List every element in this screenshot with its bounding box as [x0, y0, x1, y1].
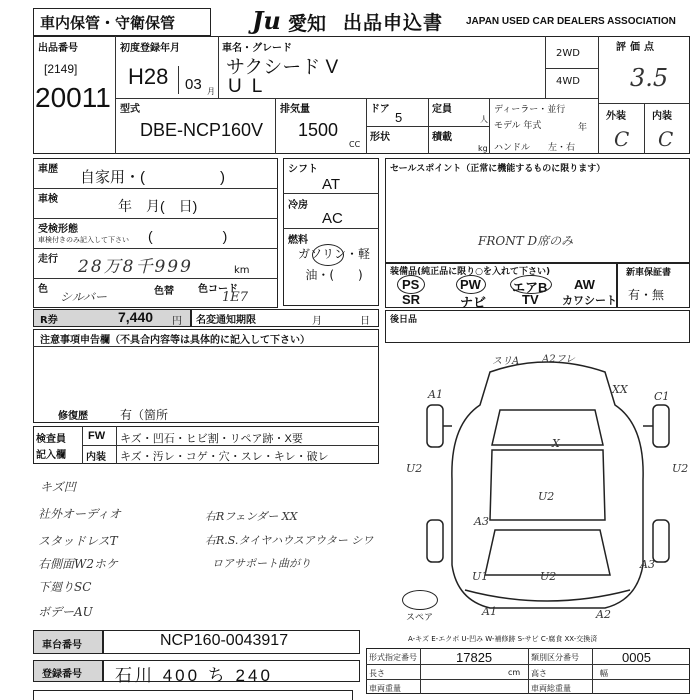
equip-sr: SR [402, 292, 421, 307]
circle-ps [397, 275, 425, 294]
mark-rear-right: A2 [596, 608, 611, 621]
inspector-entry-label: 記入欄 [36, 450, 66, 461]
shift-label: シフト [288, 164, 318, 175]
damage-legend: A-キズ E-エクボ U-凹み W-補修跡 S-サビ C-腐食 XX-交換済 [408, 635, 598, 643]
model-label: 型式 [120, 104, 140, 115]
color-code-label: 色コード [198, 284, 238, 295]
form-title: 出品申込書 [343, 12, 444, 34]
note-1: キズ凹 [40, 480, 76, 494]
lot-number-label: 出品番号 [38, 43, 78, 54]
repair-history-value: 有（箇所 [120, 408, 169, 422]
type-designation-number: 17825 [456, 650, 493, 665]
fuel-options: ガソリン・軽油・( ) [297, 247, 370, 282]
storage-tag-text: 車内保管・守衛保管 [40, 14, 176, 32]
fw-items: キズ・凹石・ヒビ割・リペア跡・X要 [120, 433, 303, 445]
note-2: 社外オーディオ [38, 507, 122, 521]
equip-ps: PS [402, 277, 420, 292]
note-5: 下廻りSC [38, 580, 92, 594]
ju-logo: Ju [252, 6, 281, 35]
warranty-label: 新車保証書 [626, 268, 672, 278]
mark-right-rear: A3 [640, 558, 655, 571]
note-3: スタッドレスT [38, 534, 118, 548]
spare-tire-icon [402, 590, 438, 610]
first-registration-label: 初度登録年月 [120, 43, 180, 54]
bottom-edge-row [33, 690, 353, 700]
received-form-label: 受検形態 [38, 224, 78, 235]
mark-front-bumper: スリA [492, 356, 520, 367]
received-value: ( ) [148, 228, 228, 244]
color: シルバー [60, 290, 107, 304]
plate-number: 石川 400 ち 240 [115, 666, 273, 685]
recycle-amount: 7,440 [118, 309, 154, 325]
exterior-label: 外装 [606, 111, 626, 122]
fuel-label: 燃料 [288, 235, 308, 246]
doors: 5 [395, 110, 403, 125]
mark-rear-roof: U2 [538, 490, 555, 503]
equip-tv: TV [522, 292, 539, 307]
sales-point-note: FRONT D席のみ [478, 234, 574, 248]
history-value: 自家用・( ) [80, 169, 225, 186]
month-label: 月 [312, 316, 322, 327]
interior-label: 内装 [652, 111, 672, 122]
car-name: サクシード V [226, 57, 339, 78]
mark-front-glass: A2フレ [542, 354, 576, 365]
class-number: 0005 [622, 650, 651, 665]
lot-number-small: [2149] [44, 62, 78, 76]
capacity-unit: 人 [480, 115, 488, 124]
color-label: 色 [38, 284, 48, 295]
doors-label: ドア [370, 104, 390, 115]
ac-label: 冷房 [288, 200, 308, 211]
ac-value: AC [322, 210, 343, 227]
inspection-label: 車検 [38, 194, 58, 205]
handle-options: 左・右 [548, 143, 576, 153]
circle-airbag [510, 275, 552, 294]
interior-grade: C [658, 127, 674, 151]
fuel-circle-mark [312, 244, 344, 266]
color-change-label: 色替 [154, 286, 174, 297]
shape-label: 形状 [370, 132, 390, 143]
yen-unit: 円 [172, 316, 182, 327]
mark-right-fender: C1 [654, 390, 670, 403]
mark-rear-bumper: U2 [540, 570, 557, 583]
history-label: 車歴 [38, 164, 58, 175]
registration-month: 03 [185, 76, 202, 93]
day-label: 日 [360, 316, 370, 327]
length-label: 長さ [369, 669, 385, 678]
mark-left-front: A1 [428, 388, 443, 401]
km-unit: km [234, 265, 250, 276]
registration-year: H28 [128, 64, 169, 89]
lot-number: 20011 [35, 82, 111, 113]
displacement: 1500 [298, 120, 339, 140]
displacement-label: 排気量 [280, 104, 310, 115]
org-name: 愛知 [288, 13, 327, 35]
plate-label: 登録番号 [42, 669, 82, 680]
spare-label: スペア [406, 613, 434, 623]
fw-label: FW [88, 430, 106, 442]
mark-rear-left: A1 [482, 605, 497, 618]
type-designation-label: 形式指定番号 [369, 653, 417, 662]
equipment-label: 装備品(純正品に限り○を入れて下さい) [390, 267, 551, 277]
cc-unit: CC [349, 140, 361, 149]
load-label: 積載 [432, 132, 452, 143]
load-unit: kg [478, 144, 488, 153]
mark-right-door: U2 [672, 462, 689, 475]
grade: UL [228, 76, 273, 97]
note-right-3: ロアサポート曲がり [212, 557, 311, 570]
score-label: 評価点 [616, 42, 658, 53]
car-name-label: 車名・グレード [222, 43, 292, 54]
equip-leather-seat: カワシート [562, 295, 617, 307]
evaluation-score: 3.5 [630, 64, 669, 92]
equip-airbag: エアB [512, 280, 548, 295]
mark-left-quarter: U1 [472, 570, 489, 583]
dealer-label: ディーラー・並行 [494, 105, 566, 115]
equip-pw: PW [460, 277, 481, 292]
later-items-box [385, 310, 690, 343]
interior-check-label: 内装 [86, 452, 106, 463]
notes-label: 注意事項申告欄（不具合内容等は具体的に記入して下さい） [40, 335, 310, 346]
month-unit: 月 [207, 87, 215, 96]
handle-label: ハンドル [494, 143, 531, 153]
class-number-label: 類別区分番号 [531, 653, 579, 662]
association-name: JAPAN USED CAR DEALERS ASSOCIATION [466, 16, 676, 27]
later-items-label: 後日品 [390, 315, 418, 325]
chassis-number: NCP160-0043917 [160, 632, 289, 649]
model-code: DBE-NCP160V [140, 120, 264, 140]
mark-right-front: XX [612, 383, 628, 396]
repair-history-label: 修復歴 [58, 411, 88, 422]
inspection-value: 年 月( 日) [118, 198, 198, 214]
year-unit: 年 [578, 123, 588, 133]
mark-left-rear: A3 [474, 515, 489, 528]
circle-pw [456, 275, 486, 294]
recycle-label: R券 [40, 315, 58, 326]
chassis-label: 車台番号 [42, 640, 82, 651]
color-code: 1E7 [222, 290, 249, 305]
mark-roof: X [552, 437, 560, 450]
height-label: 高さ [531, 669, 547, 678]
warranty-options: 有・無 [628, 288, 665, 302]
capacity-label: 定員 [432, 104, 452, 115]
drive-2wd: 2WD [556, 48, 580, 59]
length-unit: cm [508, 668, 521, 677]
mileage: 28万8千999 [78, 257, 193, 277]
width-label: 幅 [600, 669, 608, 678]
received-note: 車検付きのみ記入して下さい [38, 236, 129, 244]
total-weight-label: 車両総重量 [531, 684, 571, 693]
note-right-2: 右R.S.タイヤハウスアウター シワ [205, 534, 374, 547]
interior-check-items: キズ・汚レ・コゲ・穴・スレ・キレ・破レ [120, 451, 329, 463]
inspector-label: 検査員 [36, 434, 66, 445]
equip-navi: ナビ [460, 295, 487, 310]
equip-aw: AW [574, 277, 595, 292]
note-right-1: 右Rフェンダー XX [205, 510, 298, 523]
weight-label: 車両重量 [369, 684, 401, 693]
mileage-label: 走行 [38, 254, 58, 265]
exterior-grade: C [614, 127, 630, 151]
storage-tag [33, 8, 211, 36]
sales-point-label: セールスポイント（正常に機能するものに限ります） [390, 164, 606, 174]
note-6: ボデーAU [38, 605, 93, 619]
shift-value: AT [322, 176, 341, 193]
model-year-label: モデル 年式 [494, 121, 542, 131]
name-change-label: 名変通知期限 [196, 315, 256, 326]
note-4: 右側面W2ホケ [38, 557, 118, 571]
mark-left-door: U2 [406, 462, 423, 475]
drive-4wd: 4WD [556, 76, 580, 87]
